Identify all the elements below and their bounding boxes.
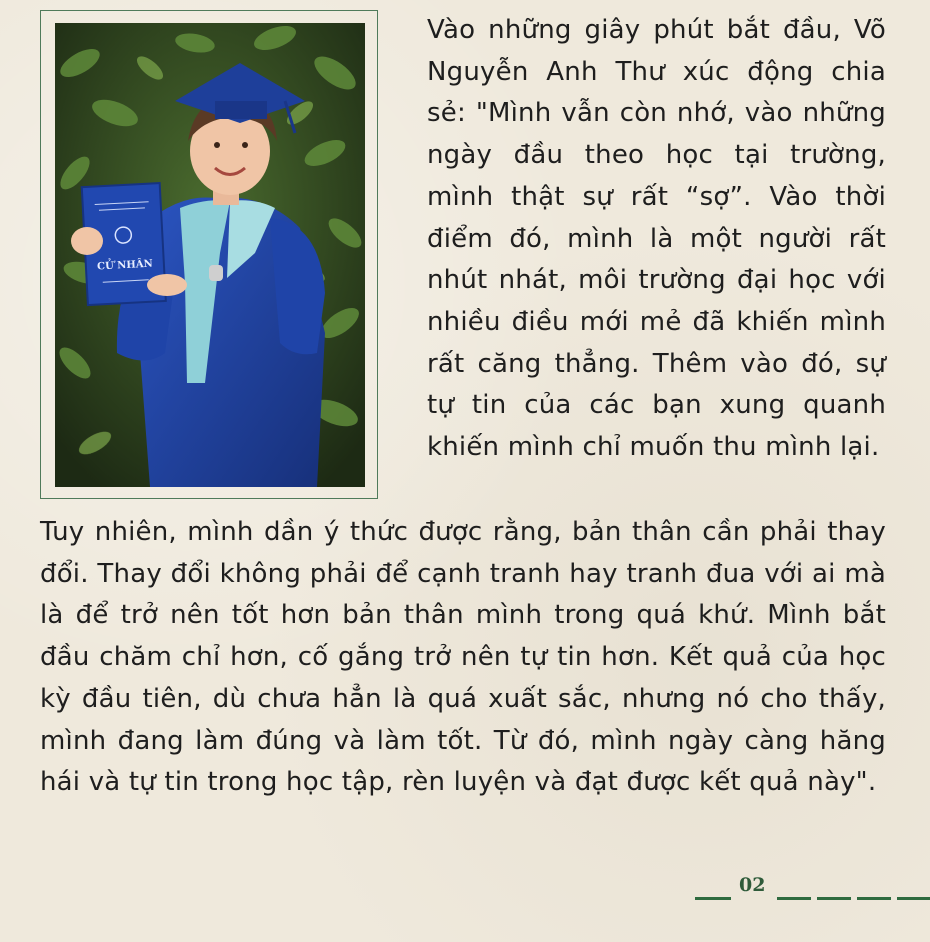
page-number-footer bbox=[695, 870, 930, 904]
footer-rule-left bbox=[695, 897, 731, 900]
graduate-illustration bbox=[55, 23, 365, 487]
diploma-label: CỬ NHÂN bbox=[96, 258, 153, 273]
footer-rule-dash bbox=[817, 897, 851, 900]
page-number: 02 bbox=[739, 874, 766, 896]
photo-frame bbox=[40, 10, 378, 499]
graduate-photo bbox=[55, 23, 365, 487]
paragraph-intro: Vào những giây phút bắt đầu, Võ Nguyễn Anh Thư xúc động chia sẻ: "Mình vẫn còn nhớ, vào những ngày đầu theo học tại trường, mình thật sự rất “sợ”. Vào thời điểm đó, mình là một người rất nhút nhát, môi trường đại học với nhiều điều mới mẻ đã khiến mình rất căng thẳng. Thêm vào đó, sự tự tin của các bạn xung quanh khiến mình chỉ muốn thu mình lại. bbox=[427, 15, 886, 463]
paragraph-change: Tuy nhiên, mình dần ý thức được rằng, bản thân cần phải thay đổi. Thay đổi không phải để cạnh tranh hay tranh đua với ai mà là để trở nên tốt hơn bản thân mình trong quá khứ. Mình bắt đầu chăm chỉ hơn, cố gắng trở nên tự tin hơn. Kết quả của học kỳ đầu tiên, dù chưa hẳn là quá xuất sắc, nhưng nó cho thấy, mình đang làm đúng và làm tốt. Từ đó, mình ngày càng hăng hái và tự tin trong học tập, rèn luyện và đạt được kết quả này". bbox=[40, 517, 886, 798]
footer-rule-dash bbox=[897, 897, 930, 900]
footer-rule-dash bbox=[777, 897, 811, 900]
footer-rule-dash bbox=[857, 897, 891, 900]
